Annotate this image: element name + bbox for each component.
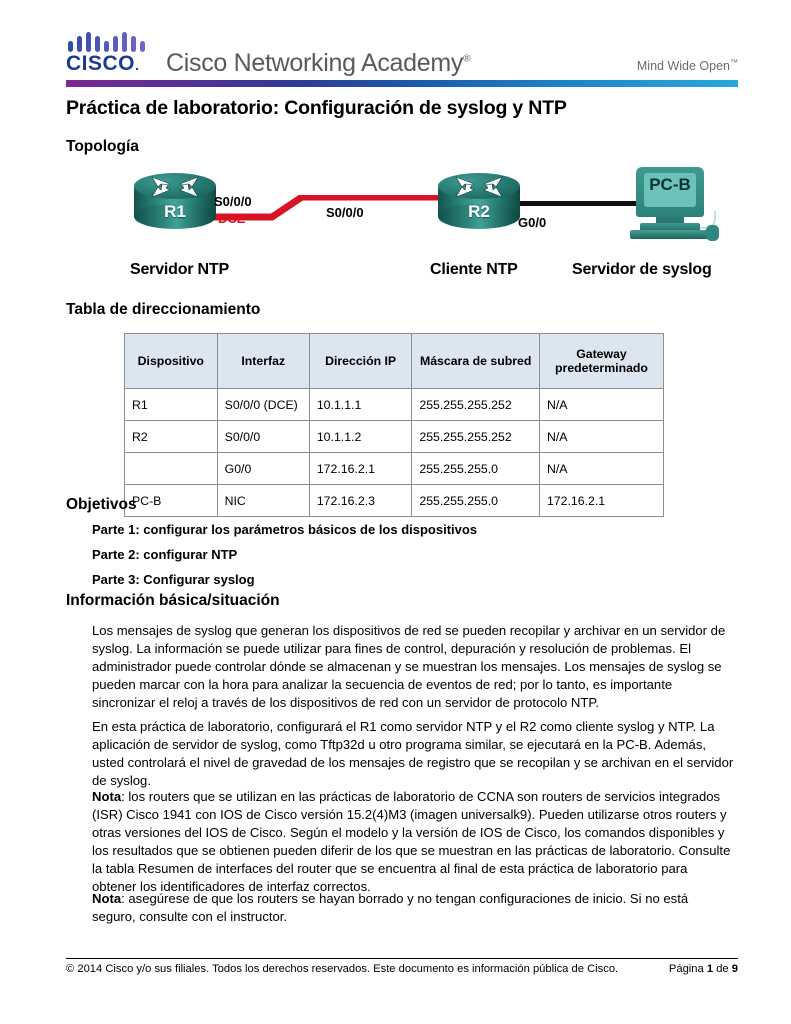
page-current: 1 xyxy=(706,963,714,975)
background-note-1 xyxy=(92,788,734,896)
column-header-mascara: Máscara de subred xyxy=(412,334,540,389)
cell-ip: 10.1.1.2 xyxy=(309,421,412,453)
column-header-interfaz: Interfaz xyxy=(217,334,309,389)
cell-gateway: 172.16.2.1 xyxy=(539,485,663,517)
footer-copyright: © 2014 Cisco y/o sus filiales. Todos los derechos reservados. Este documento es información pública de Cisco. xyxy=(66,963,619,975)
tagline xyxy=(637,58,738,73)
column-header-dispositivo: Dispositivo xyxy=(125,334,218,389)
router-r2-icon xyxy=(438,173,520,229)
objectives-list xyxy=(92,522,692,597)
tagline-text: Mind Wide Open xyxy=(636,59,730,74)
cell-mascara: 255.255.255.252 xyxy=(412,389,540,421)
pc-b-label: PC-B xyxy=(649,175,691,194)
topology-diagram xyxy=(66,165,738,285)
cell-interfaz: G0/0 xyxy=(217,453,309,485)
cell-ip: 10.1.1.1 xyxy=(309,389,412,421)
addressing-table xyxy=(124,333,664,517)
router-r2-label: R2 xyxy=(468,202,490,221)
cell-interfaz: S0/0/0 (DCE) xyxy=(217,389,309,421)
column-header-gateway: Gateway predeterminado xyxy=(539,334,663,389)
background-paragraph-1: Los mensajes de syslog que generan los dispositivos de red se pueden recopilar y archivar en un servidor de syslog. La información se puede utilizar para fines de control, depuración y resolución de problemas. El administrador puede controlar dónde se almacenan y se muestran los mensajes. Los mensajes de syslog se pueden marcar con la hora para analizar la secuencia de eventos de red; por lo tanto, es importante sincronizar el reloj a través de los dispositivos de red con un servidor de protocolo NTP. xyxy=(92,623,726,710)
cell-interfaz: S0/0/0 xyxy=(217,421,309,453)
background-note-2 xyxy=(92,890,734,926)
academy-trademark-icon: ® xyxy=(463,53,471,65)
table-body xyxy=(125,389,664,517)
cell-dispositivo: R1 xyxy=(125,389,218,421)
router-r1-label: R1 xyxy=(164,202,186,221)
objective-item-3: Parte 3: Configurar syslog xyxy=(92,572,255,587)
footer-page-number xyxy=(669,963,738,975)
interface-label-s000-r2: S0/0/0 xyxy=(326,205,364,220)
cisco-wordmark-dot: . xyxy=(135,57,140,73)
table-header xyxy=(125,334,664,389)
cell-mascara: 255.255.255.0 xyxy=(412,485,540,517)
cell-ip: 172.16.2.1 xyxy=(309,453,412,485)
cisco-wordmark-text: CISCO xyxy=(66,52,136,75)
interface-label-dce: DCE xyxy=(218,211,246,226)
academy-title-text: Cisco Networking Academy xyxy=(166,49,464,77)
cell-dispositivo: R2 xyxy=(125,421,218,453)
footer-divider xyxy=(66,958,738,959)
cell-dispositivo: PC-B xyxy=(125,485,218,517)
section-heading-objetivos: Objetivos xyxy=(66,496,137,513)
caption-servidor-syslog: Servidor de syslog xyxy=(572,261,712,278)
cell-gateway: N/A xyxy=(539,389,663,421)
objective-item-1: Parte 1: configurar los parámetros básicos de los dispositivos xyxy=(92,522,478,537)
mouse-icon xyxy=(706,225,719,241)
cell-dispositivo xyxy=(125,453,218,485)
cisco-bridge-bars-icon xyxy=(68,32,146,52)
router-r1-icon xyxy=(134,173,216,229)
table-row xyxy=(125,453,664,485)
cell-mascara: 255.255.255.0 xyxy=(412,453,540,485)
cell-gateway: N/A xyxy=(539,453,663,485)
table-row xyxy=(125,389,664,421)
router-arrows-icon xyxy=(452,173,506,201)
section-heading-topologia: Topología xyxy=(66,138,139,155)
note-1-label: Nota xyxy=(92,789,122,804)
table-row xyxy=(125,485,664,517)
background-paragraph-2: En esta práctica de laboratorio, configurará el R1 como servidor NTP y el R2 como cliente syslog y NTP. La aplicación de servidor de syslog, como Tftp32d u otro programa similar, se ejecutará en la PC-B. Además, usted controlará el nivel de gravedad de los mensajes de registro que se recopilan y se archivan en el servidor de syslog. xyxy=(92,719,734,788)
table-row xyxy=(125,421,664,453)
computer-base-lower xyxy=(630,230,708,239)
section-heading-tabla: Tabla de direccionamiento xyxy=(66,301,261,318)
cell-interfaz: NIC xyxy=(217,485,309,517)
objective-item-2: Parte 2: configurar NTP xyxy=(92,547,238,562)
page-total: 9 xyxy=(731,963,738,975)
note-2-label: Nota xyxy=(92,891,122,906)
column-header-direccion-ip: Dirección IP xyxy=(309,334,412,389)
caption-cliente-ntp: Cliente NTP xyxy=(430,261,518,278)
table-header-row xyxy=(125,334,664,389)
interface-label-g00: G0/0 xyxy=(518,215,547,230)
caption-servidor-ntp: Servidor NTP xyxy=(130,261,229,278)
pc-b-icon xyxy=(626,167,722,245)
tagline-trademark-icon: ™ xyxy=(730,58,738,67)
page-prefix: Página xyxy=(668,963,707,975)
cell-gateway: N/A xyxy=(539,421,663,453)
header-gradient-divider xyxy=(66,80,738,87)
page-title: Práctica de laboratorio: Configuración de syslog y NTP xyxy=(66,97,567,119)
note-1-text: : los routers que se utilizan en las prácticas de laboratorio de CCNA son routers de servicios integrados (ISR) Cisco 1941 con IOS de Cisco versión 15.2(4)M3 (imagen universalk9). Pueden utilizarse otros routers y otras versiones del IOS de Cisco. Según el modelo y la versión de IOS de Cisco, los comandos disponibles y los resultados que se obtienen pueden diferir de los que se muestran en las prácticas de laboratorio. Consulte la tabla Resumen de interfaces del router que se encuentra al final de esta práctica de laboratorio para obtener los identificadores de interfaz correctos. xyxy=(92,789,731,894)
cell-mascara: 255.255.255.252 xyxy=(412,421,540,453)
cisco-logo xyxy=(66,32,152,78)
router-arrows-icon xyxy=(148,173,202,201)
note-2-text: : asegúrese de que los routers se hayan borrado y no tengan configuraciones de inicio. Si no está seguro, consulte con el instructor. xyxy=(92,891,689,924)
interface-label-s000-r1: S0/0/0 xyxy=(214,194,252,209)
cisco-wordmark xyxy=(66,52,139,76)
academy-title xyxy=(166,49,470,78)
cell-ip: 172.16.2.3 xyxy=(309,485,412,517)
section-heading-informacion: Información básica/situación xyxy=(66,592,280,609)
page-header xyxy=(66,32,738,80)
page-middle: de xyxy=(713,963,732,975)
